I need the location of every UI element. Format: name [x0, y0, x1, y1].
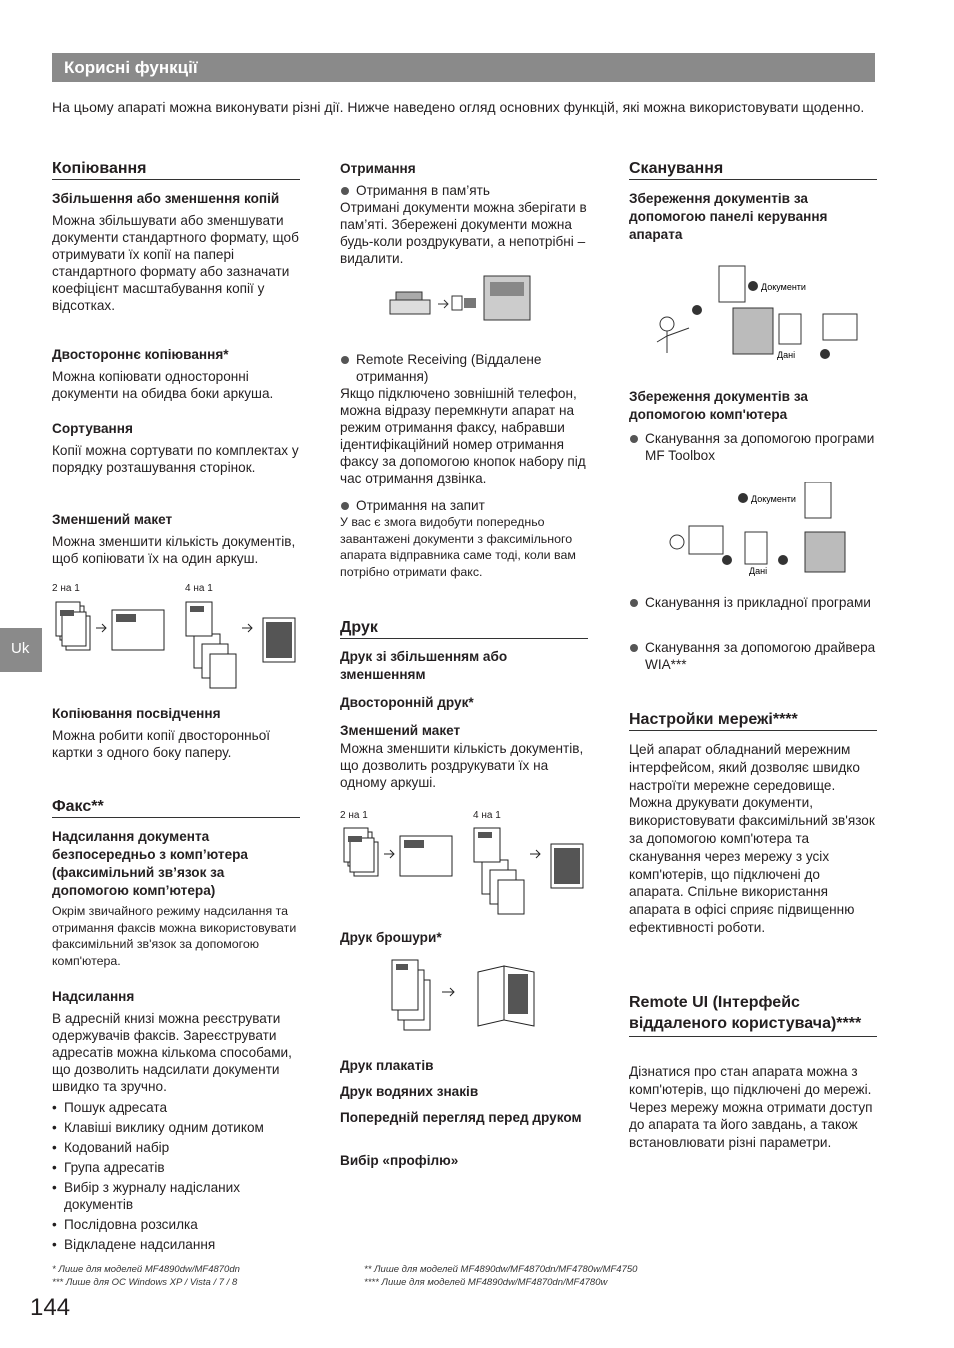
scan-pc-title: Збереження документів за допомогою комп'ютера [629, 389, 808, 422]
scan-heading: Сканування [629, 160, 877, 180]
copying-heading: Копіювання [52, 160, 300, 180]
page-number: 144 [30, 1294, 71, 1321]
label-4in1: 4 на 1 [185, 583, 213, 594]
network-text: Цей апарат обладнаний мережним інтерфейсом, який дозволяє швидко настроїти мережне середовище. Можна друкувати документи, використовувати факсимільний зв'язок за допомогою комп'ютера та сканування через мережу з усіх комп'ютерів, що підключені до апарата. Спільне використання апарата в офісі сприяє підвищенню ефективності роботи. [629, 742, 875, 935]
print-enlarge-title: Друк зі збільшенням або зменшенням [340, 649, 508, 682]
footnote-4: **** Лише для моделей MF4890dw/MF4870dn/MF4780w [364, 1277, 608, 1288]
footnotes-right [364, 1263, 637, 1289]
polling-receive-text: У вас є змога видобути попередньо завантажені документи з факсимільного апарата відправника саме тоді, коли вам потрібно отримати факс. [340, 515, 576, 579]
reduced-layout-text: Можна зменшити кількість документів, щоб копіювати їх на один аркуш. [52, 534, 296, 566]
list-item: • Послідовна розсилка [52, 1216, 300, 1233]
print-reduced-text: Можна зменшити кількість документів, що дозволить роздрукувати їх на одному аркуші. [340, 741, 584, 790]
pc-fax-title: Надсилання документа безпосередньо з комп’ютера (факсимільний зв’язок за допомогою комп’ютера) [52, 829, 248, 898]
booklet-illustration [390, 956, 540, 1034]
id-copy-title: Копіювання посвідчення [52, 706, 221, 721]
section-banner [52, 53, 875, 82]
print-reduced-title: Зменшений макет [340, 723, 461, 738]
print-label-2in1: 2 на 1 [340, 810, 368, 821]
print-heading: Друк [340, 619, 588, 639]
receiving-title: Отримання [340, 161, 416, 176]
list-item: • Пошук адресата [52, 1099, 300, 1116]
list-item: • Кодований набір [52, 1139, 300, 1156]
language-tab-label: Uk [11, 640, 30, 657]
memory-receive-text: Отримані документи можна зберігати в пам’яті. Збережені документи можна будь-коли роздрукувати, а непотрібні – видалити. [340, 200, 587, 266]
footnote-2: ** Лише для моделей MF4890dw/MF4870dn/MF4780w/MF4750 [364, 1264, 638, 1275]
wia-scan-label: Сканування за допомогою драйвера WIA*** [629, 639, 877, 673]
duplex-copy-text: Можна копіювати односторонні документи на обидва боки аркуша. [52, 369, 274, 401]
toolbox-scan-label: Сканування за допомогою програми MF Toolbox [629, 430, 877, 464]
enlarge-copy-text: Можна збільшувати або зменшувати документи стандартного формату, щоб отримувати їх копії на папері стандартного формату або зазначати коефіцієнт масштабування копії у відсотках. [52, 213, 299, 313]
footnotes-left [52, 1263, 240, 1289]
fig1-data-label: Дані [777, 350, 796, 360]
pc-fax-text: Окрім звичайного режиму надсилання та отримання факсів можна використовувати факсимільний зв'язок за допомогою комп'ютера. [52, 904, 297, 968]
scan-panel-illustration [649, 264, 879, 364]
reduced-layout-title: Зменшений макет [52, 512, 173, 527]
list-item: • Група адресатів [52, 1159, 300, 1176]
scan-panel-title: Збереження документів за допомогою панелі керування апарата [629, 191, 828, 242]
polling-receive-label: Отримання на запит [340, 497, 588, 514]
send-options-list [52, 1099, 300, 1253]
list-item: • Відкладене надсилання [52, 1236, 300, 1253]
list-item: • Вибір з журналу надісланих документів [52, 1179, 300, 1213]
print-duplex-title: Двосторонній друк* [340, 695, 474, 710]
id-copy-text: Можна робити копії двосторонньої картки з одного боку паперу. [52, 728, 271, 760]
list-item: • Клавіші виклику одним дотиком [52, 1119, 300, 1136]
section-title: Корисні функції [64, 58, 198, 77]
fax-heading: Факс** [52, 798, 300, 818]
remote-receive-text: Якщо підключено зовнішній телефон, можна відразу перемкнути апарат на режим отримання факсу, набравши ідентифікаційний номер отримання факсу за допомогою кнопок набору під час отримання дзвінка. [340, 386, 586, 486]
profile-title: Вибір «профілю» [340, 1153, 459, 1168]
duplex-copy-title: Двостороннє копіювання* [52, 347, 229, 362]
footnote-1: * Лише для моделей MF4890dw/MF4870dn [52, 1264, 240, 1275]
enlarge-copy-title: Збільшення або зменшення копій [52, 191, 280, 206]
intro-text: На цьому апараті можна виконувати різні дії. Нижче наведено огляд основних функцій, які можна використовувати щоденно. [52, 99, 865, 115]
app-scan-label: Сканування із прикладної програми [629, 594, 877, 611]
preview-title: Попередній перегляд перед друком [340, 1110, 582, 1125]
fig2-data-label: Дані [749, 566, 768, 576]
language-tab [0, 628, 42, 672]
remote-ui-heading: Remote UI (Інтерфейс віддаленого користувача)**** [629, 992, 877, 1037]
fig1-docs-label: Документи [761, 282, 806, 292]
print-label-4in1: 4 на 1 [473, 810, 501, 821]
poster-title: Друк плакатів [340, 1058, 434, 1073]
network-heading: Настройки мережі**** [629, 711, 877, 731]
booklet-title: Друк брошури* [340, 930, 442, 945]
watermark-title: Друк водяних знаків [340, 1084, 479, 1099]
footnote-3: *** Лише для ОС Windows XP / Vista / 7 / 8 [52, 1277, 238, 1288]
copy-layout-illustration [52, 598, 302, 690]
print-layout-illustration [340, 824, 590, 916]
remote-ui-text: Дізнатися про стан апарата можна з комп'ютерів, що підключені до мережі. Через мережу можна отримати доступ до апарата та його завдань, а також встановлювати різні параметри. [629, 1064, 873, 1151]
send-title: Надсилання [52, 989, 135, 1004]
remote-receive-label: Remote Receiving (Віддалене отримання) [340, 351, 588, 385]
fax-memory-illustration [384, 270, 534, 330]
memory-receive-label: Отримання в пам’ять [340, 182, 588, 199]
send-text: В адресній книзі можна реєструвати одержувачів факсів. Зареєструвати адресатів можна кількома способами, що дозволить надсилати документи швидко та зручно. [52, 1011, 292, 1094]
sort-title: Сортування [52, 421, 133, 436]
scan-pc-illustration [665, 482, 875, 578]
fig2-docs-label: Документи [751, 494, 796, 504]
sort-text: Копії можна сортувати по комплектах у порядку розташування сторінок. [52, 443, 299, 475]
label-2in1: 2 на 1 [52, 583, 80, 594]
